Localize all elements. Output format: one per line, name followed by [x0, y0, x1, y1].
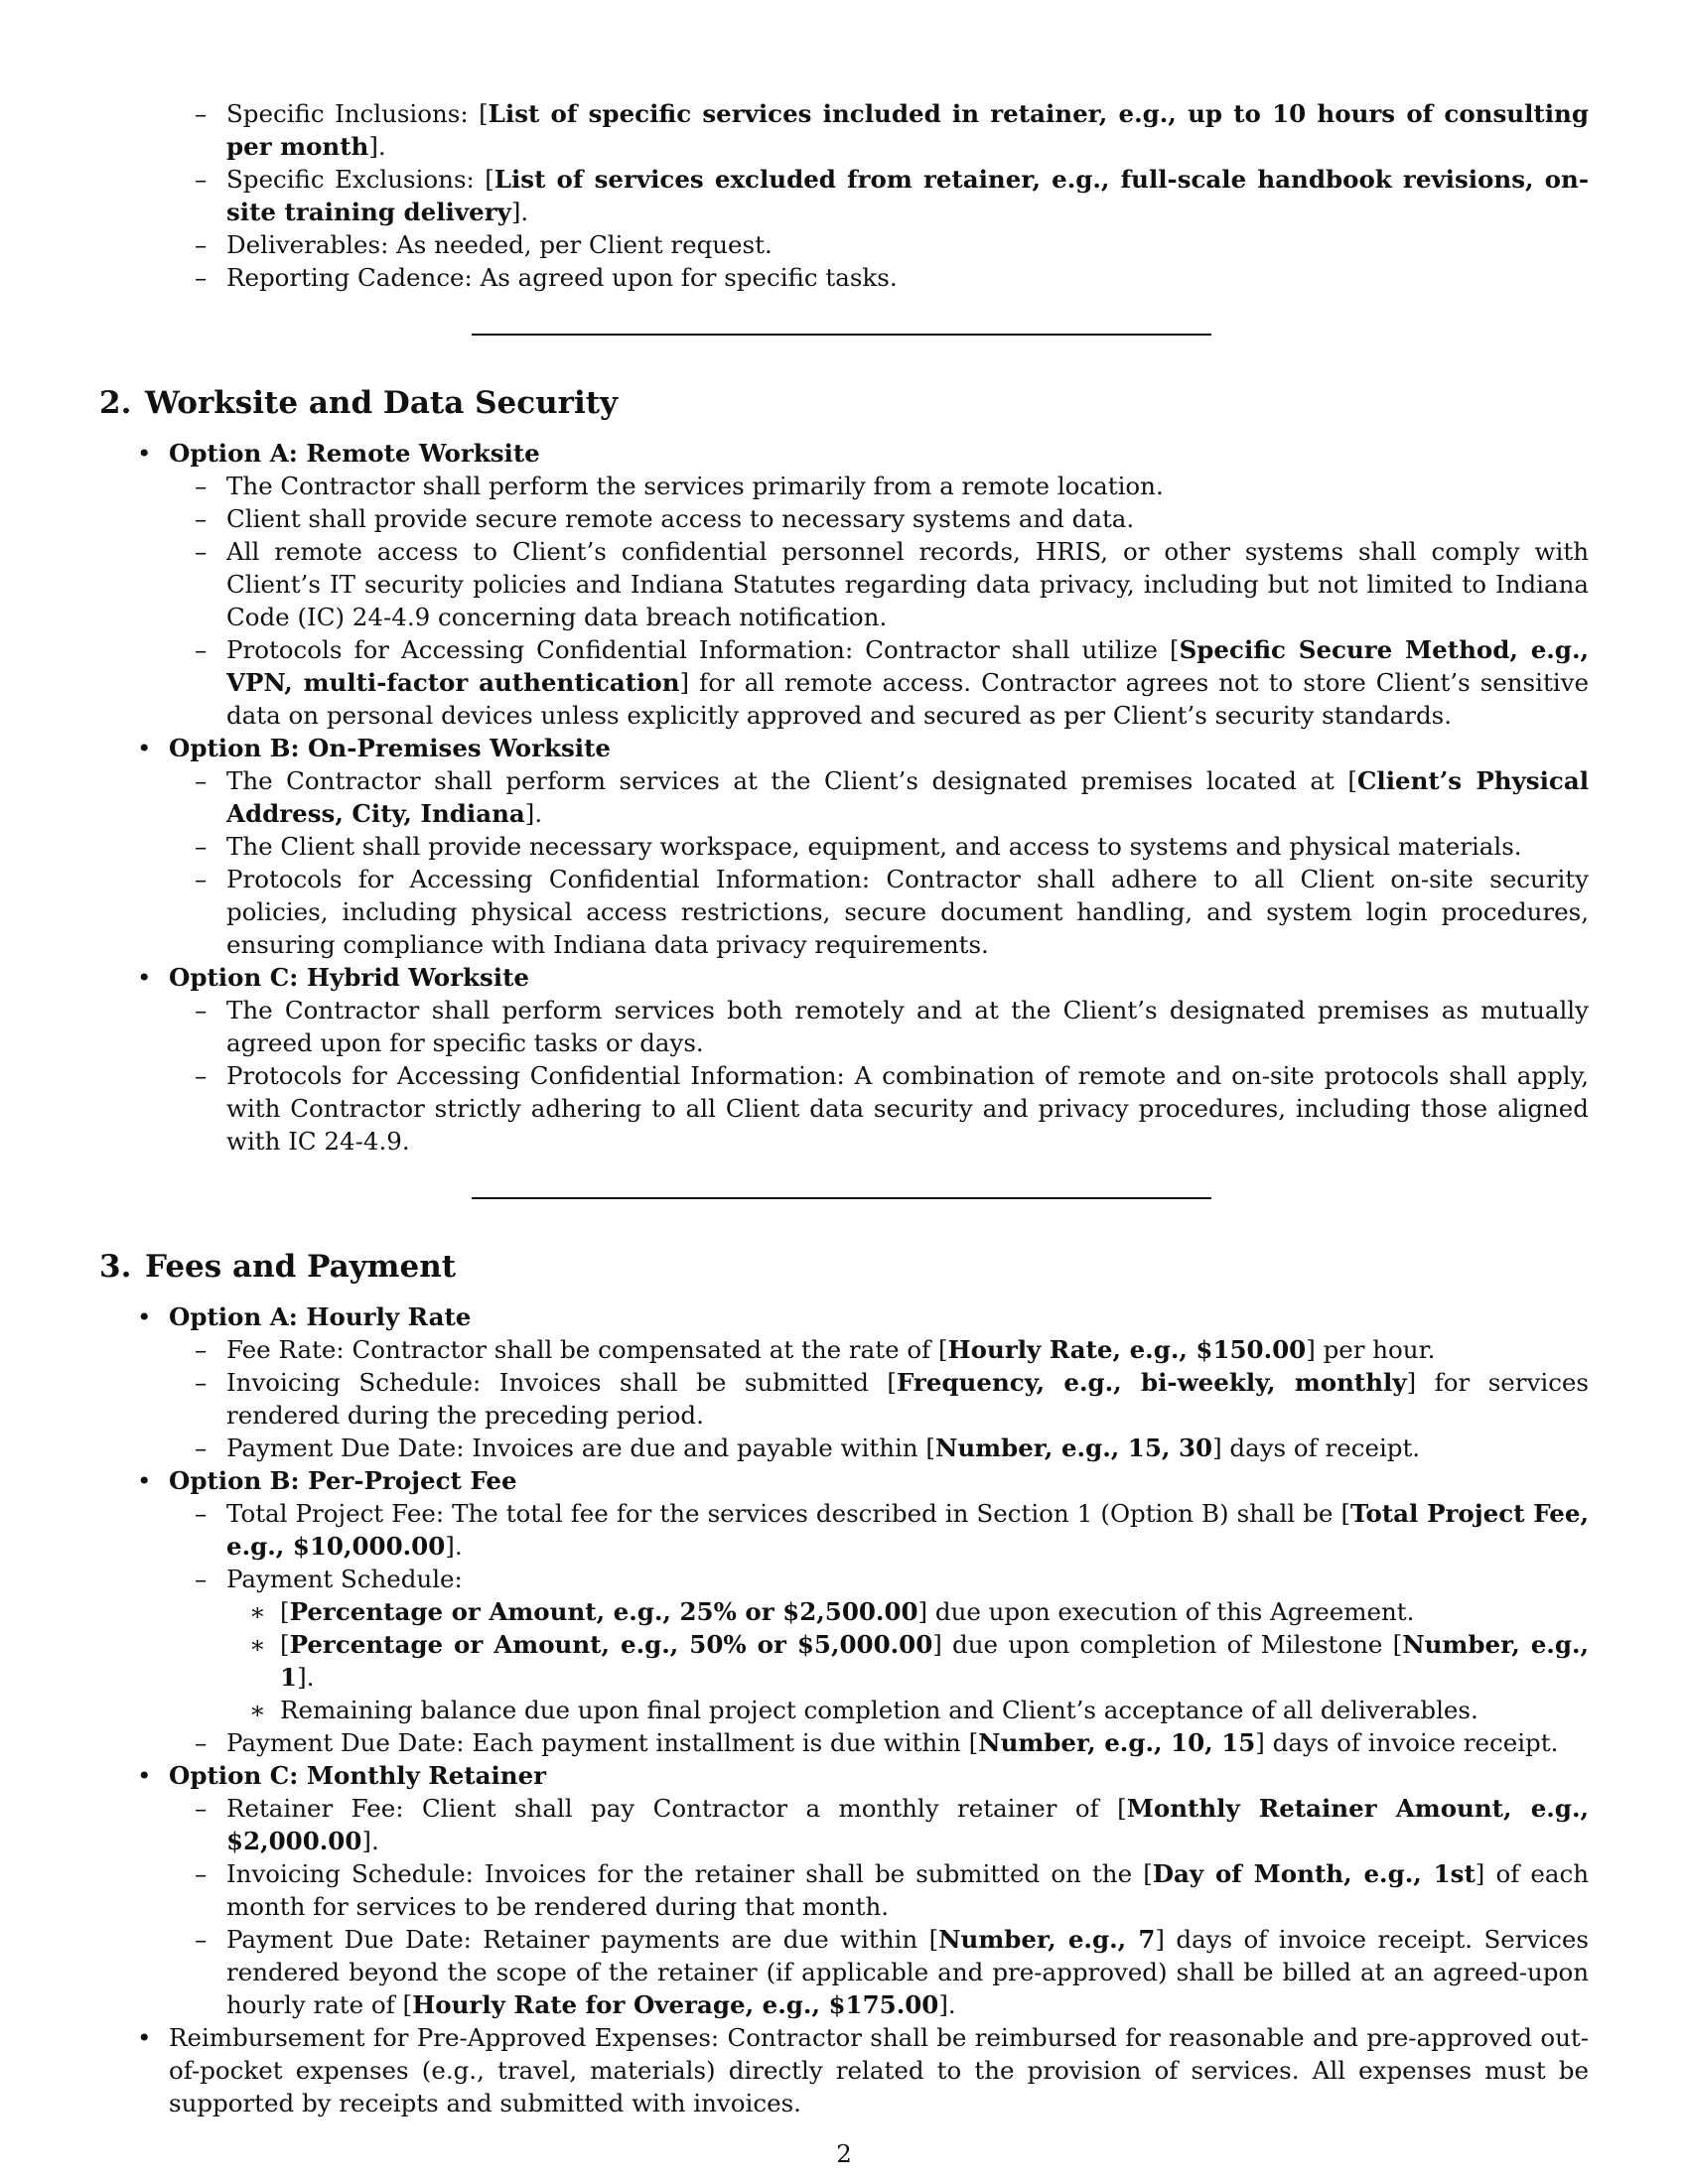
list-item: – Retainer Fee: Client shall pay Contractor a monthly retainer of [Monthly Retainer Amount, e.g., $2,000.00]. — [195, 1794, 1589, 1855]
option-label: Option B: Per-Project Fee — [169, 1466, 517, 1495]
list-item: – Protocols for Accessing Confidential Information: A combination of remote and on-site protocols shall apply, with Contractor strictly adhering to all Client data security and privacy procedures, including those aligned with IC 24-4.9. — [195, 1061, 1589, 1156]
section-heading-fees: 3. Fees and Payment — [99, 1249, 457, 1285]
retainer-details-list — [99, 97, 1589, 294]
option-item: • Option B: Per-Project Fee – Total Project Fee: The total fee for the services described in Section 1 (Option B) shall be [Total Project Fee, e.g., $10,000.00]. – Payment Schedule: ∗ [Percentage or Amount, e.g., 25% or $2,500.00] due upon execution of this Agreement. ∗ [Percentage or Amount, e.g., 50% or $5,000.00] due upon completion of Milestone [Number, e.g., 1]. ∗ Remaining balance due upon final project completion and Client’s acceptance of all deliverables. – Payment Due Date: Each payment installment is due within [Number, e.g., 10, 15] days of invoice receipt. — [99, 1464, 1589, 1759]
worksite-options-list — [99, 437, 1589, 1158]
option-item: • Option A: Hourly Rate – Fee Rate: Contractor shall be compensated at the rate of [Hourly Rate, e.g., $150.00] per hour. – Invoicing Schedule: Invoices shall be submitted [Frequency, e.g., bi-weekly, monthly] for services rendered during the preceding period. – Payment Due Date: Invoices are due and payable within [Number, e.g., 15, 30] days of receipt. — [99, 1300, 1589, 1464]
list-item: – Invoicing Schedule: Invoices for the retainer shall be submitted on the [Day of Month, e.g., 1st] of each month for services to be rendered during that month. — [195, 1859, 1589, 1921]
list-item: – Fee Rate: Contractor shall be compensated at the rate of [Hourly Rate, e.g., $150.00] per hour. — [195, 1335, 1436, 1364]
option-item: • Option B: On-Premises Worksite – The Contractor shall perform services at the Client’s designated premises located at [Client’s Physical Address, City, Indiana]. – The Client shall provide necessary workspace, equipment, and access to systems and physical materials. – Protocols for Accessing Confidential Information: Contractor shall adhere to all Client on-site security policies, including physical access restrictions, secure document handling, and system login procedures, ensuring compliance with Indiana data privacy requirements. — [99, 732, 1589, 961]
list-item: – Deliverables: As needed, per Client request. — [195, 230, 773, 259]
list-item: – Payment Due Date: Invoices are due and payable within [Number, e.g., 15, 30] days of receipt. — [195, 1433, 1421, 1462]
option-label: Option A: Remote Worksite — [169, 439, 540, 468]
list-item: – All remote access to Client’s confidential personnel records, HRIS, or other systems shall comply with Client’s IT security policies and Indiana Statutes regarding data privacy, including but not limited to Indiana Code (IC) 24-4.9 concerning data breach notification. — [195, 537, 1589, 631]
list-item: – The Client shall provide necessary workspace, equipment, and access to systems and physical materials. — [195, 832, 1522, 861]
option-item: • Option C: Hybrid Worksite – The Contractor shall perform services both remotely and at the Client’s designated premises as mutually agreed upon for specific tasks or days. – Protocols for Accessing Confidential Information: A combination of remote and on-site protocols shall apply, with Contractor strictly adhering to all Client data security and privacy procedures, including those aligned with IC 24-4.9. — [99, 961, 1589, 1158]
list-item: – Invoicing Schedule: Invoices shall be submitted [Frequency, e.g., bi-weekly, monthly] for services rendered during the preceding period. — [195, 1368, 1589, 1430]
list-item: – Reporting Cadence: As agreed upon for specific tasks. — [195, 263, 898, 292]
list-item: – Payment Due Date: Retainer payments are due within [Number, e.g., 7] days of invoice receipt. Services rendered beyond the scope of the retainer (if applicable and pre-approved) shall be billed at an agreed-upon hourly rate of [Hourly Rate for Overage, e.g., $175.00]. — [195, 1925, 1589, 2019]
option-label: Option C: Hybrid Worksite — [169, 963, 529, 992]
page-number: 2 — [836, 2139, 852, 2168]
option-label: Option C: Monthly Retainer — [169, 1761, 547, 1790]
list-item: – Protocols for Accessing Confidential Information: Contractor shall adhere to all Client on-site security policies, including physical access restrictions, secure document handling, and system login procedures, ensuring compliance with Indiana data privacy requirements. — [195, 865, 1589, 959]
fee-options-list — [99, 1300, 1589, 2119]
list-item: – The Contractor shall perform the services primarily from a remote location. — [195, 472, 1164, 500]
list-item: – The Contractor shall perform services at the Client’s designated premises located at [Client’s Physical Address, City, Indiana]. — [195, 766, 1590, 828]
schedule-item: ∗ [Percentage or Amount, e.g., 50% or $5,000.00] due upon completion of Milestone [Number, e.g., 1]. — [249, 1630, 1590, 1692]
list-item: – Protocols for Accessing Confidential Information: Contractor shall utilize [Specific Secure Method, e.g., VPN, multi-factor authentication] for all remote access. Contractor agrees not to store Client’s sensitive data on personal devices unless explicitly approved and secured as per Client’s security standards. — [195, 635, 1589, 730]
reimbursement-item: • Reimbursement for Pre-Approved Expenses: Contractor shall be reimbursed for reasonable and pre-approved out-of-pocket expenses (e.g., travel, materials) directly related to the provision of services. All expenses must be supported by receipts and submitted with invoices. — [137, 2023, 1589, 2117]
list-item: – Payment Due Date: Each payment installment is due within [Number, e.g., 10, 15] days of invoice receipt. — [195, 1728, 1559, 1757]
option-item: • Option C: Monthly Retainer – Retainer Fee: Client shall pay Contractor a monthly retainer of [Monthly Retainer Amount, e.g., $2,000.00]. – Invoicing Schedule: Invoices for the retainer shall be submitted on the [Day of Month, e.g., 1st] of each month for services to be rendered during that month. – Payment Due Date: Retainer payments are due within [Number, e.g., 7] days of invoice receipt. Services rendered beyond the scope of the retainer (if applicable and pre-approved) shall be billed at an agreed-upon hourly rate of [Hourly Rate for Overage, e.g., $175.00]. — [99, 1759, 1589, 2021]
section-divider — [472, 1197, 1211, 1199]
page-content — [99, 97, 1589, 2119]
list-item: – Specific Exclusions: [List of services excluded from retainer, e.g., full-scale handbook revisions, on-site training delivery]. — [195, 165, 1589, 226]
option-item: • Option A: Remote Worksite – The Contractor shall perform the services primarily from a remote location. – Client shall provide secure remote access to necessary systems and data. – All remote access to Client’s confidential personnel records, HRIS, or other systems shall comply with Client’s IT security policies and Indiana Statutes regarding data privacy, including but not limited to Indiana Code (IC) 24-4.9 concerning data breach notification. – Protocols for Accessing Confidential Information: Contractor shall utilize [Specific Secure Method, e.g., VPN, multi-factor authentication] for all remote access. Contractor agrees not to store Client’s sensitive data on personal devices unless explicitly approved and secured as per Client’s security standards. — [99, 437, 1589, 732]
option-label: Option A: Hourly Rate — [169, 1302, 472, 1331]
list-item: – Payment Schedule: ∗ [Percentage or Amount, e.g., 25% or $2,500.00] due upon execution of this Agreement. ∗ [Percentage or Amount, e.g., 50% or $5,000.00] due upon completion of Milestone [Number, e.g., 1]. ∗ Remaining balance due upon final project completion and Client’s acceptance of all deliverables. — [99, 1563, 1589, 1726]
list-item: – Client shall provide secure remote access to necessary systems and data. — [195, 504, 1135, 533]
section-divider — [472, 334, 1211, 336]
list-item: – The Contractor shall perform services both remotely and at the Client’s designated premises as mutually agreed upon for specific tasks or days. — [195, 996, 1589, 1057]
list-item: – Specific Inclusions: [List of specific services included in retainer, e.g., up to 10 hours of consulting per month]. — [195, 99, 1589, 161]
option-label: Option B: On-Premises Worksite — [169, 734, 611, 762]
schedule-item: ∗ [Percentage or Amount, e.g., 25% or $2,500.00] due upon execution of this Agreement. — [249, 1597, 1415, 1626]
schedule-item: ∗ Remaining balance due upon final project completion and Client’s acceptance of all deliverables. — [249, 1696, 1478, 1724]
list-item: – Total Project Fee: The total fee for the services described in Section 1 (Option B) shall be [Total Project Fee, e.g., $10,000.00]. — [195, 1499, 1590, 1561]
section-heading-worksite: 2. Worksite and Data Security — [99, 385, 619, 421]
